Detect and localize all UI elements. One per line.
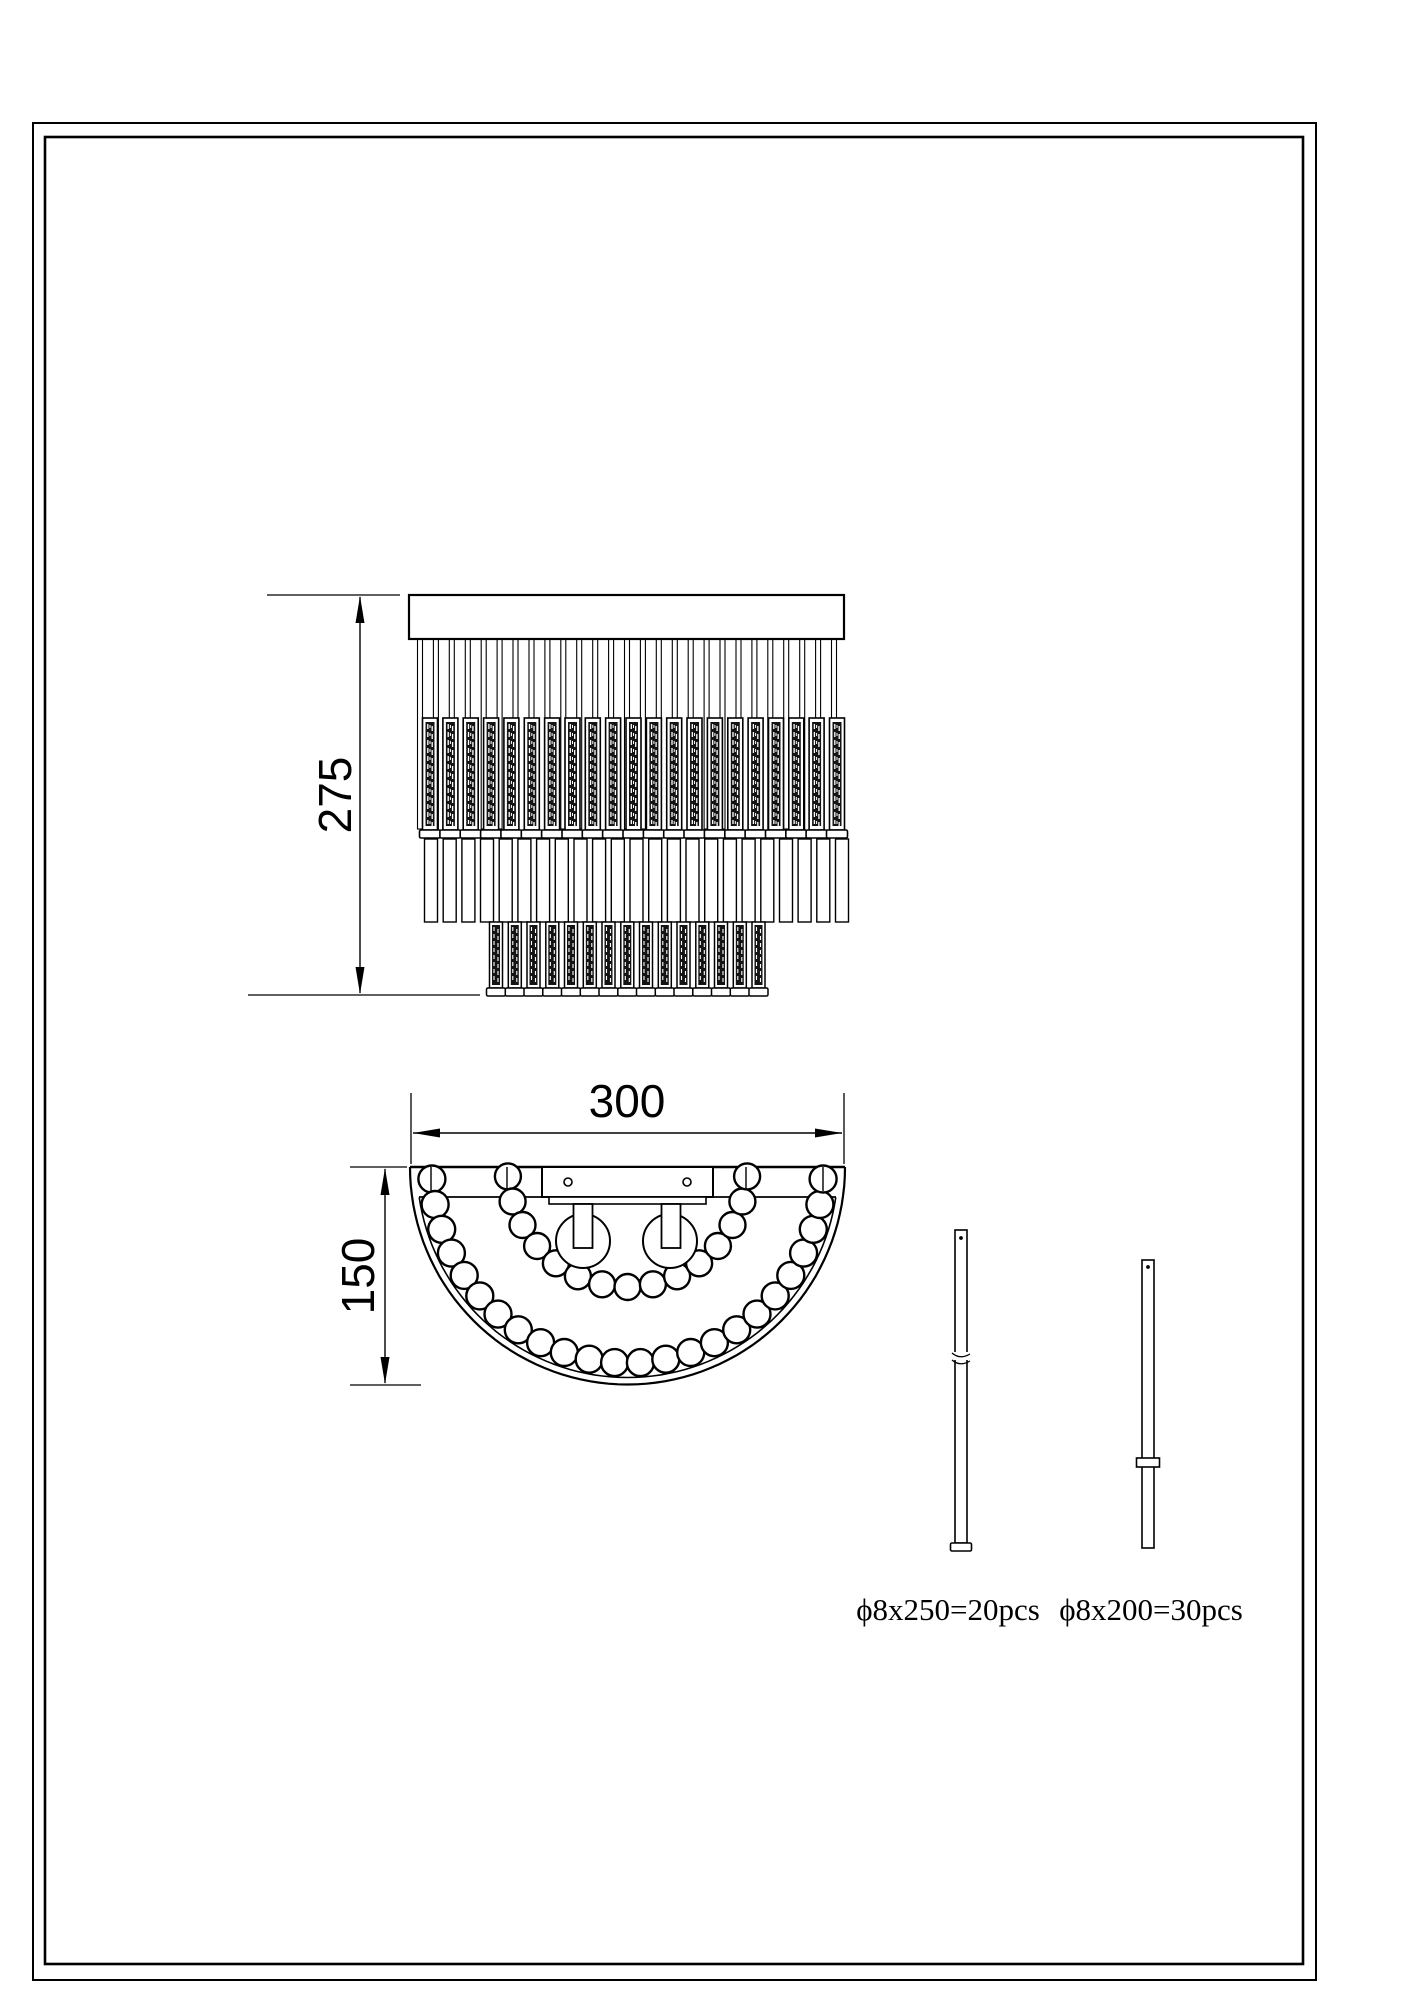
crystal-bead xyxy=(615,1274,641,1300)
crystal-rod-core xyxy=(661,925,669,985)
rod-end-cap xyxy=(806,830,827,838)
hanger-rod xyxy=(537,839,550,922)
crystal-bead xyxy=(652,1346,679,1373)
rod-end-cap xyxy=(643,830,664,838)
rod-hole xyxy=(1146,1265,1150,1269)
rod-spec-label: ϕ8x200=30pcs xyxy=(1059,1592,1243,1627)
rod-end-cap xyxy=(623,830,644,838)
hanger-rod xyxy=(761,839,774,922)
rod-end-cap xyxy=(664,830,685,838)
dim-arrowhead xyxy=(413,1129,440,1138)
hanger-rod xyxy=(574,839,587,922)
crystal-rod-core xyxy=(623,925,631,985)
rod-end-cap xyxy=(704,830,725,838)
crystal-rod-core xyxy=(492,925,500,985)
crystal-bead xyxy=(422,1191,449,1218)
crystal-bead xyxy=(720,1212,746,1238)
lamp-socket-arm xyxy=(574,1204,593,1248)
rod-end-cap xyxy=(580,988,599,996)
outer-border xyxy=(33,123,1316,1980)
hanger-rod xyxy=(443,839,456,922)
rod-end-cap xyxy=(562,988,581,996)
rod-end-cap xyxy=(481,830,502,838)
rod-detail-200 xyxy=(1059,1260,1243,1627)
rod-end-cap xyxy=(655,988,674,996)
hanger-rod xyxy=(798,839,811,922)
crystal-rod-core xyxy=(680,925,688,985)
rod-end-cap xyxy=(542,830,563,838)
crystal-rod-core xyxy=(755,925,763,985)
rod-end-cap xyxy=(745,830,766,838)
rod-end-cap xyxy=(618,988,637,996)
hanger-rod xyxy=(723,839,736,922)
rod-body xyxy=(1142,1260,1154,1548)
dim-arrowhead xyxy=(815,1129,842,1138)
rod-end-cap xyxy=(460,830,481,838)
rod-end-cap xyxy=(637,988,656,996)
rod-end-cap xyxy=(505,988,524,996)
hanger-rod xyxy=(742,839,755,922)
rod-end-cap xyxy=(487,988,506,996)
crystal-bead xyxy=(601,1349,628,1376)
crystal-bead xyxy=(589,1271,615,1297)
bracket-lip xyxy=(549,1197,706,1204)
front-view xyxy=(248,595,849,996)
wall-bracket xyxy=(542,1167,713,1204)
inner-border xyxy=(45,137,1303,1964)
crystal-bead xyxy=(551,1339,578,1366)
crystal-bead xyxy=(734,1163,760,1189)
rod-end-cap xyxy=(951,1543,972,1551)
rod-end-cap xyxy=(712,988,731,996)
rod-end-cap xyxy=(786,830,807,838)
rod-end-cap xyxy=(543,988,562,996)
hanger-rod xyxy=(555,839,568,922)
rod-end-cap xyxy=(562,830,583,838)
hanger-rod xyxy=(630,839,643,922)
rod-end-cap xyxy=(440,830,461,838)
hanger-rod xyxy=(499,839,512,922)
crystal-bead xyxy=(495,1163,521,1189)
lamp-socket-arm xyxy=(662,1204,681,1248)
rod-collar xyxy=(1137,1458,1160,1467)
crystal-rod-core xyxy=(642,925,650,985)
rod-end-cap xyxy=(730,988,749,996)
crystal-rod-core xyxy=(736,925,744,985)
crystal-rod-core xyxy=(605,925,613,985)
crystal-bead xyxy=(806,1191,833,1218)
crystal-bead xyxy=(576,1346,603,1373)
rod-body xyxy=(955,1230,967,1543)
hanger-wire xyxy=(784,639,789,829)
hanger-rod xyxy=(667,839,680,922)
crystal-rod-core xyxy=(511,925,519,985)
crystal-rod-core xyxy=(586,925,594,985)
dim-depth xyxy=(332,1167,421,1385)
dim-arrowhead xyxy=(381,1357,390,1384)
rod-end-cap xyxy=(599,988,618,996)
lower-crystal-rods xyxy=(487,922,769,996)
hanger-rod xyxy=(836,839,849,922)
dim-arrowhead xyxy=(356,967,365,994)
crystal-bead xyxy=(418,1166,445,1193)
dim-arrowhead xyxy=(356,596,365,623)
dim-height-label: 275 xyxy=(309,756,361,834)
rod-end-cap xyxy=(725,830,746,838)
rod-end-cap xyxy=(521,830,542,838)
crystal-rod-core xyxy=(717,925,725,985)
hanger-rod xyxy=(518,839,531,922)
hanger-rod xyxy=(593,839,606,922)
crystal-rod-core xyxy=(530,925,538,985)
rod-end-cap xyxy=(501,830,522,838)
rod-hole xyxy=(959,1236,963,1240)
mounting-hole xyxy=(683,1178,691,1186)
crystal-rod-core xyxy=(548,925,556,985)
mounting-hole xyxy=(564,1178,572,1186)
hanger-rod xyxy=(481,839,494,922)
rod-end-cap xyxy=(749,988,768,996)
hanger-rod xyxy=(817,839,830,922)
dim-width-label: 300 xyxy=(588,1075,666,1127)
crystal-bead xyxy=(729,1189,755,1215)
lower-hanger-rods xyxy=(425,839,849,922)
rod-end-cap xyxy=(693,988,712,996)
rod-end-cap xyxy=(684,830,705,838)
rod-end-cap xyxy=(827,830,848,838)
dim-depth-label: 150 xyxy=(332,1237,384,1315)
hanger-rod xyxy=(705,839,718,922)
rod-end-cap xyxy=(766,830,787,838)
crystal-bead xyxy=(500,1189,526,1215)
page-border xyxy=(33,123,1316,1980)
rod-end-cap xyxy=(674,988,693,996)
crystal-bead xyxy=(627,1349,654,1376)
rod-end-cap xyxy=(582,830,603,838)
rod-end-cap xyxy=(420,830,441,838)
dim-arrowhead xyxy=(381,1168,390,1195)
canopy-plate xyxy=(409,595,844,639)
plan-view xyxy=(332,1075,845,1385)
crystal-rod-core xyxy=(567,925,575,985)
rod-detail-250 xyxy=(856,1230,1040,1627)
rod-spec-label: ϕ8x250=20pcs xyxy=(856,1592,1040,1627)
hanger-rod xyxy=(425,839,438,922)
hanger-rod xyxy=(780,839,793,922)
crystal-bead xyxy=(640,1271,666,1297)
dim-width xyxy=(411,1075,844,1164)
hanger-rod xyxy=(462,839,475,922)
upper-crystal-rods xyxy=(420,718,848,838)
hanger-rod xyxy=(649,839,662,922)
crystal-bead xyxy=(800,1216,827,1243)
hanger-rod xyxy=(611,839,624,922)
crystal-rod-core xyxy=(698,925,706,985)
rod-end-cap xyxy=(603,830,624,838)
rod-end-cap xyxy=(524,988,543,996)
hanger-rod xyxy=(686,839,699,922)
